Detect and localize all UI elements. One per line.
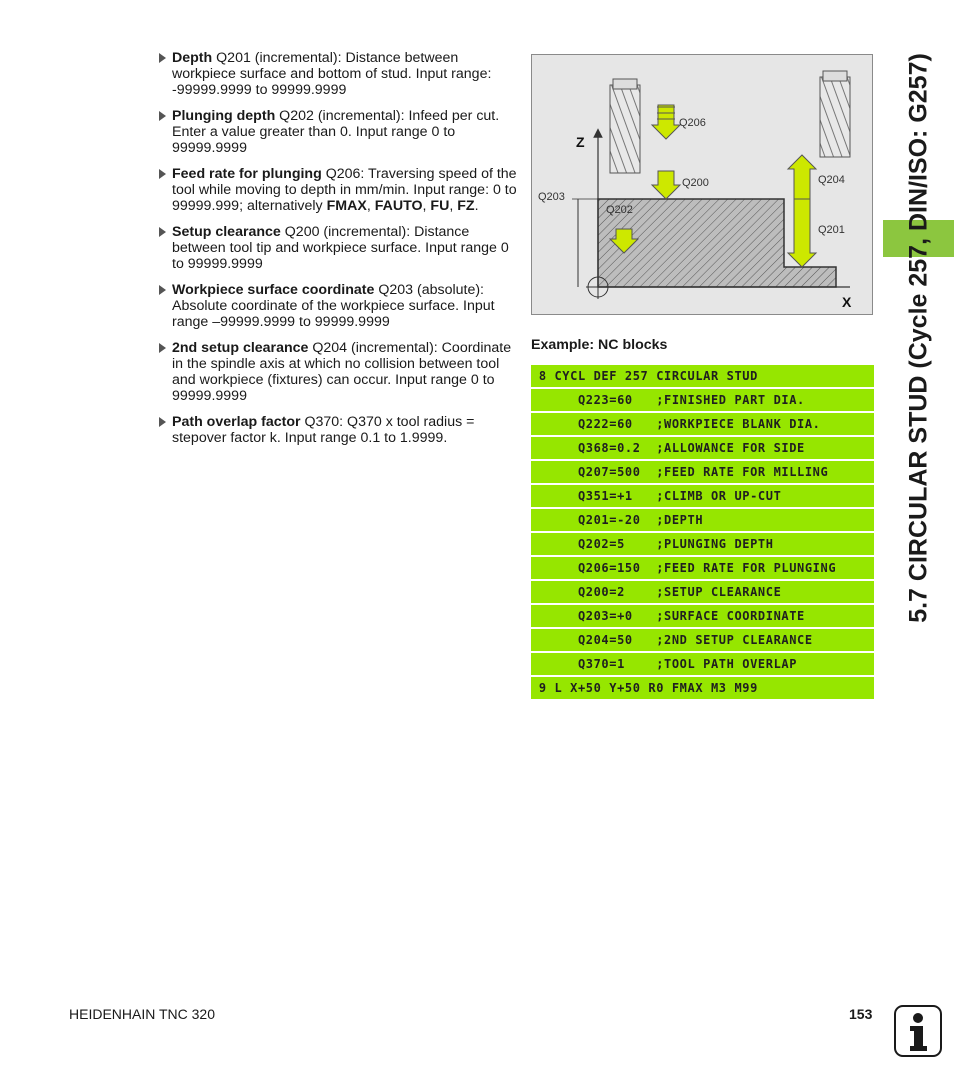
param-desc: Q206: Traversing speed of the tool while moving to depth in mm/min. Input range: 0 to 99999.999; alternatively <box>172 166 517 214</box>
param-name: 2nd setup clearance <box>172 340 309 356</box>
nc-block-row: Q201=-20 ;DEPTH <box>531 509 874 531</box>
nc-block-row: Q222=60 ;WORKPIECE BLANK DIA. <box>531 413 874 435</box>
label-q203: Q203 <box>538 191 565 203</box>
nc-block-list <box>531 365 874 701</box>
label-q201: Q201 <box>818 224 845 236</box>
param-setup-clearance <box>158 224 518 272</box>
q206-arrow <box>652 105 680 139</box>
param-plunging-depth <box>158 108 518 156</box>
bullet-triangle-icon <box>159 111 166 121</box>
label-q202: Q202 <box>606 204 633 216</box>
nc-block-row: Q202=5 ;PLUNGING DEPTH <box>531 533 874 555</box>
bullet-triangle-icon <box>159 227 166 237</box>
bullet-triangle-icon <box>159 417 166 427</box>
chapter-side-title: 5.7 CIRCULAR STUD (Cycle 257, DIN/ISO: G257) <box>904 53 933 623</box>
label-q206: Q206 <box>679 117 706 129</box>
q201-arrow <box>788 199 816 267</box>
param-name: Workpiece surface coordinate <box>172 282 375 298</box>
parameter-list <box>158 50 518 456</box>
nc-block-row: Q368=0.2 ;ALLOWANCE FOR SIDE <box>531 437 874 459</box>
q204-arrow <box>788 155 816 199</box>
bullet-triangle-icon <box>159 169 166 179</box>
param-depth <box>158 50 518 98</box>
left-tool-shape <box>610 85 640 173</box>
nc-block-row: Q207=500 ;FEED RATE FOR MILLING <box>531 461 874 483</box>
cycle-diagram-svg <box>532 55 874 316</box>
param-desc: Q203 (absolute): Absolute coordinate of the workpiece surface. Input range –99999.9999 to 99999.9999 <box>172 282 495 330</box>
label-q204: Q204 <box>818 174 845 186</box>
keyword-fz: FZ <box>457 198 475 214</box>
param-name: Feed rate for plunging <box>172 166 322 182</box>
cycle-diagram <box>531 54 873 315</box>
bullet-triangle-icon <box>159 343 166 353</box>
example-title: Example: NC blocks <box>531 337 668 353</box>
param-desc: Q202 (incremental): Infeed per cut. Enter a value greater than 0. Input range 0 to 99999.9999 <box>172 108 500 156</box>
param-path-overlap <box>158 414 518 446</box>
keyword-fmax: FMAX <box>326 198 367 214</box>
param-name: Depth <box>172 50 213 66</box>
bullet-triangle-icon <box>159 53 166 63</box>
nc-block-row: 9 L X+50 Y+50 R0 FMAX M3 M99 <box>531 677 874 699</box>
nc-block-row: Q206=150 ;FEED RATE FOR PLUNGING <box>531 557 874 579</box>
param-desc: Q204 (incremental): Coordinate in the spindle axis at which no collision between tool and workpiece (fixtures) can occur. Input range 0 to 99999.9999 <box>172 340 512 404</box>
nc-block-row: Q200=2 ;SETUP CLEARANCE <box>531 581 874 603</box>
nc-block-row: Q370=1 ;TOOL PATH OVERLAP <box>531 653 874 675</box>
z-axis-label: Z <box>576 134 585 150</box>
param-desc: Q370: Q370 x tool radius = stepover factor k. Input range 0.1 to 1.9999. <box>172 414 475 446</box>
x-axis-label: X <box>842 294 852 310</box>
q200-arrow <box>652 171 680 199</box>
param-name: Plunging depth <box>172 108 276 124</box>
nc-block-row: Q204=50 ;2ND SETUP CLEARANCE <box>531 629 874 651</box>
param-name: Path overlap factor <box>172 414 301 430</box>
param-surface-coordinate <box>158 282 518 330</box>
nc-block-row: 8 CYCL DEF 257 CIRCULAR STUD <box>531 365 874 387</box>
page-number: 153 <box>849 1006 873 1022</box>
label-q200: Q200 <box>682 177 709 189</box>
right-tool-shape <box>820 77 850 157</box>
info-icon <box>894 1005 942 1057</box>
nc-block-row: Q223=60 ;FINISHED PART DIA. <box>531 389 874 411</box>
keyword-fu: FU <box>430 198 450 214</box>
footer-product: HEIDENHAIN TNC 320 <box>69 1006 216 1022</box>
param-name: Setup clearance <box>172 224 281 240</box>
param-2nd-setup-clearance <box>158 340 518 404</box>
nc-block-row: Q351=+1 ;CLIMB OR UP-CUT <box>531 485 874 507</box>
bullet-triangle-icon <box>159 285 166 295</box>
param-desc: Q200 (incremental): Distance between tool tip and workpiece surface. Input range 0 to 99999.9999 <box>172 224 509 272</box>
param-desc: Q201 (incremental): Distance between workpiece surface and bottom of stud. Input range: -99999.9999 to 99999.9999 <box>172 50 492 98</box>
keyword-fauto: FAUTO <box>374 198 423 214</box>
param-feed-plunging: Feed rate for plunging Q206: Traversing speed of the tool while moving to depth in mm/min. Input range: 0 to 99999.999; alternatively FMAX, FAUTO, FU, FZ. <box>158 166 518 214</box>
nc-block-row: Q203=+0 ;SURFACE COORDINATE <box>531 605 874 627</box>
